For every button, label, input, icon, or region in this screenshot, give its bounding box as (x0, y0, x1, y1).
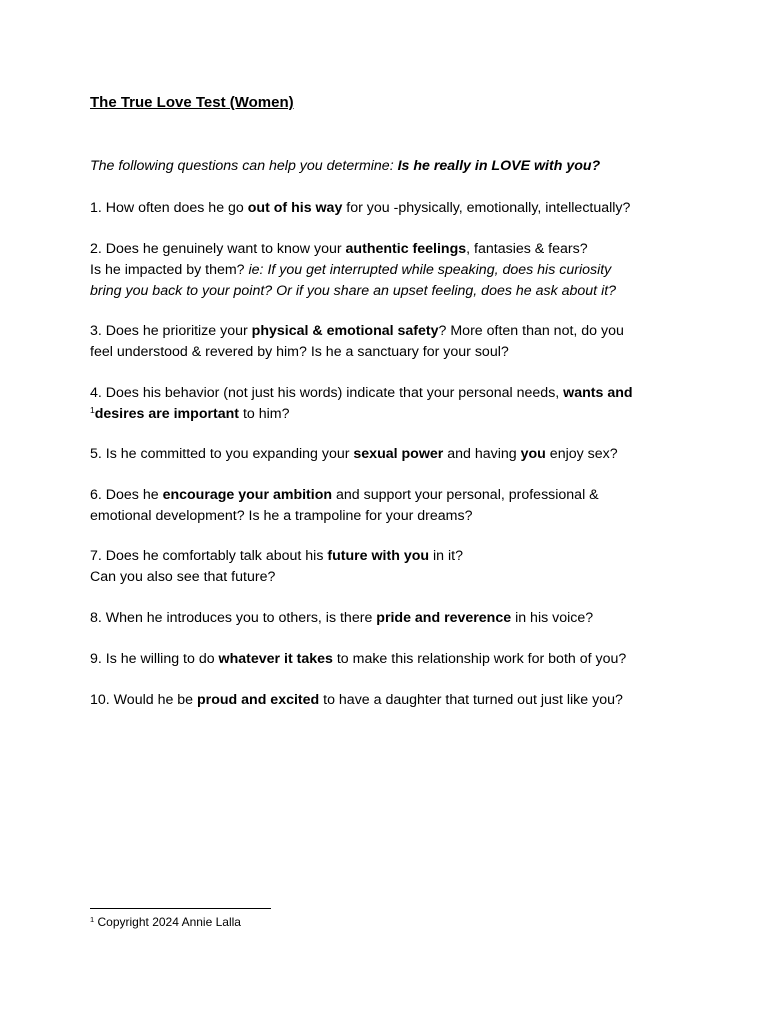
footnote-divider (90, 908, 271, 909)
question-line (90, 404, 690, 425)
question-text: 2. Does he genuinely want to know your (90, 241, 346, 257)
intro-emphasis: Is he really in LOVE with you? (397, 158, 601, 174)
question-9 (90, 649, 690, 670)
question-text: to have a daughter that turned out just like you? (319, 692, 623, 708)
question-example: ie: If you get interrupted while speaking, does his curiosity (248, 261, 612, 278)
question-line (90, 690, 690, 711)
question-text: Can you also see that future? (90, 568, 276, 585)
question-emphasis: pride and reverence (376, 610, 512, 626)
question-text: 10. Would he be (90, 692, 198, 708)
question-line (90, 260, 690, 281)
question-6 (90, 485, 690, 527)
question-line (90, 383, 690, 404)
question-emphasis: wants and (563, 385, 633, 401)
question-line (90, 342, 690, 363)
question-text: 6. Does he (90, 487, 163, 503)
question-text: for you -physically, emotionally, intellectually? (342, 200, 631, 216)
question-3 (90, 321, 690, 363)
question-text: and support your personal, professional & (332, 487, 599, 503)
question-text: 9. Is he willing to do (90, 651, 219, 667)
question-text: ? More often than not, do you (438, 323, 624, 339)
question-text: 8. When he introduces you to others, is there (90, 610, 377, 626)
question-line (90, 567, 690, 588)
question-text: , fantasies & fears? (466, 241, 588, 257)
question-line (90, 321, 690, 342)
question-text: 3. Does he prioritize your (90, 323, 252, 339)
question-emphasis: proud and excited (197, 692, 320, 708)
question-text: in his voice? (511, 610, 594, 626)
question-emphasis: desires are important (94, 405, 240, 422)
question-10 (90, 690, 690, 711)
question-emphasis: encourage your ambition (162, 487, 333, 503)
question-2 (90, 239, 690, 301)
question-emphasis: whatever it takes (218, 651, 333, 667)
question-line (90, 281, 690, 302)
intro-lead: The following questions can help you determine: (90, 158, 398, 174)
question-line (90, 546, 690, 567)
footnote-marker: 1 (90, 915, 95, 924)
question-line (90, 444, 690, 465)
question-line (90, 649, 690, 670)
footnote-reference: 1 (90, 404, 95, 415)
question-8 (90, 608, 690, 629)
question-7 (90, 546, 690, 588)
document-title: The True Love Test (Women) (90, 94, 294, 111)
question-text: 5. Is he committed to you expanding your (90, 446, 354, 462)
question-text: 1. How often does he go (90, 200, 248, 216)
question-text: in it? (429, 548, 463, 564)
question-emphasis: sexual power (353, 446, 444, 462)
question-line (90, 485, 690, 506)
question-text: emotional development? Is he a trampoline for your dreams? (90, 507, 473, 524)
question-line (90, 608, 690, 629)
intro-paragraph (90, 156, 690, 177)
question-text: Is he impacted by them? (90, 261, 249, 278)
question-line (90, 239, 690, 260)
question-emphasis: future with you (327, 548, 430, 564)
question-text: 7. Does he comfortably talk about his (90, 548, 328, 564)
question-emphasis: authentic feelings (345, 241, 467, 257)
question-text: and having (443, 446, 521, 462)
question-1 (90, 198, 690, 219)
question-emphasis: you (520, 446, 546, 462)
question-emphasis: out of his way (247, 200, 343, 216)
question-line (90, 198, 690, 219)
question-line (90, 506, 690, 527)
question-text: enjoy sex? (545, 446, 618, 462)
question-text: 4. Does his behavior (not just his words) indicate that your personal needs, (90, 385, 564, 401)
footnote (90, 914, 241, 930)
question-4 (90, 383, 690, 425)
question-text: to make this relationship work for both of you? (332, 651, 627, 667)
question-text: to him? (239, 405, 290, 422)
question-5 (90, 444, 690, 465)
question-text: feel understood & revered by him? Is he a sanctuary for your soul? (90, 343, 509, 360)
footnote-text: Copyright 2024 Annie Lalla (94, 915, 241, 929)
question-emphasis: physical & emotional safety (251, 323, 439, 339)
question-example: bring you back to your point? Or if you share an upset feeling, does he ask about it? (90, 282, 617, 299)
